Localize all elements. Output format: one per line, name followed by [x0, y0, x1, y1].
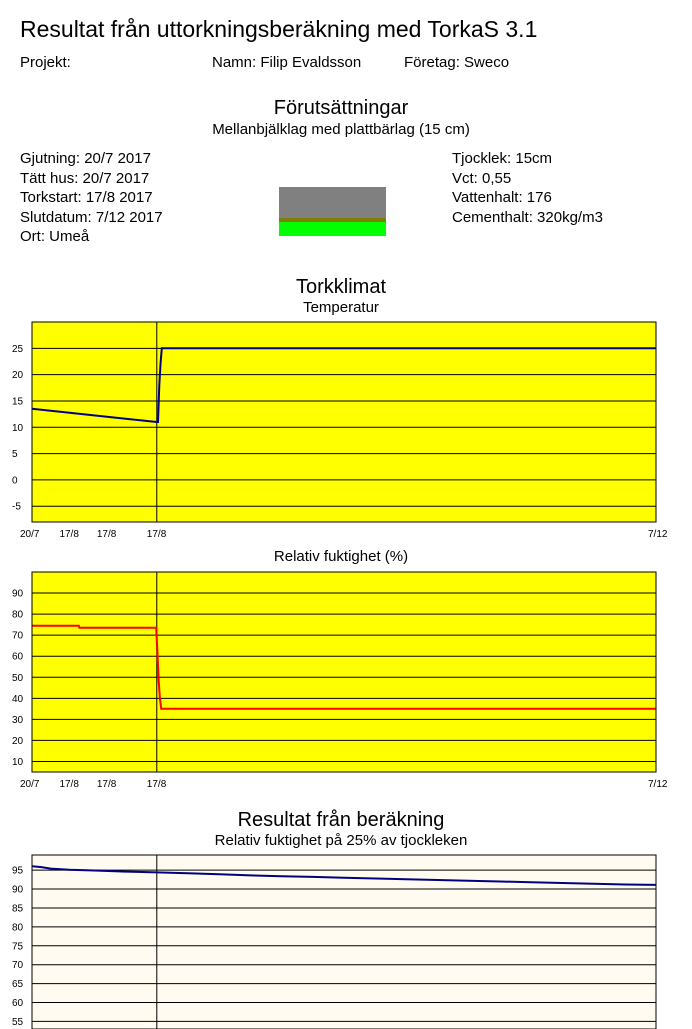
foretag-label: Företag: Sweco [404, 54, 510, 71]
y-tick-label: 80 [12, 609, 24, 621]
y-tick-label: 65 [12, 979, 24, 991]
tatt-hus-text: Tätt hus: 20/7 2017 [20, 169, 150, 187]
result-chart-title: Relativ fuktighet på 25% av tjockleken [214, 832, 468, 849]
projekt-label: Projekt: [20, 54, 71, 71]
y-tick-label: 10 [12, 422, 24, 434]
torkklimat-title: Torkklimat [295, 276, 386, 298]
y-tick-label: 90 [12, 588, 24, 600]
temperature-chart [0, 320, 692, 545]
y-tick-label: 40 [12, 693, 24, 705]
y-tick-label: 15 [12, 396, 24, 408]
forutsattningar-subtitle: Mellanbjälklag med plattbärlag (15 cm) [212, 121, 470, 138]
x-tick-label: 7/12 [648, 779, 668, 790]
y-tick-label: 60 [12, 998, 24, 1010]
plot-background [32, 322, 656, 522]
y-tick-label: 5 [12, 449, 18, 461]
humidity-chart [0, 570, 692, 795]
cementhalt-text: Cementhalt: 320kg/m3 [452, 208, 603, 226]
slab-cross-section [279, 187, 386, 236]
y-tick-label: -5 [12, 501, 21, 513]
temperature-chart-title: Temperatur [303, 299, 379, 316]
resultat-title: Resultat från beräkning [237, 809, 445, 831]
y-tick-label: 55 [12, 1016, 24, 1028]
forutsattningar-title: Förutsättningar [273, 97, 409, 119]
conditions-right [452, 149, 603, 227]
tjocklek-text: Tjocklek: 15cm [452, 150, 553, 167]
x-tick-label: 7/12 [648, 529, 668, 540]
plot-background [32, 572, 656, 772]
y-tick-label: 20 [12, 370, 24, 382]
page-title: Resultat från uttorkningsberäkning med TorkaS 3.1 [20, 16, 538, 42]
y-tick-label: 90 [12, 884, 24, 896]
y-tick-label: 30 [12, 714, 24, 726]
x-tick-label: 17/8 [96, 779, 117, 790]
x-tick-label: 17/8 [59, 779, 79, 790]
humidity-chart-title: Relativ fuktighet (%) [273, 548, 409, 565]
y-tick-label: 25 [12, 343, 24, 355]
y-tick-label: 20 [12, 735, 24, 747]
y-tick-label: 70 [12, 960, 24, 972]
conditions-left [20, 149, 163, 247]
y-tick-label: 95 [12, 865, 24, 877]
y-tick-label: 0 [12, 475, 18, 487]
concrete-layer [279, 187, 386, 218]
x-tick-label: 17/8 [96, 529, 117, 540]
y-tick-label: 10 [12, 756, 24, 768]
x-tick-label: 17/8 [146, 779, 167, 790]
result-humidity-chart [0, 853, 692, 1029]
torkstart-text: Torkstart: 17/8 2017 [20, 189, 153, 206]
x-tick-label: 17/8 [146, 529, 167, 540]
ort-text: Ort: Umeå [20, 228, 90, 245]
namn-label: Namn: Filip Evaldsson [212, 54, 362, 71]
gjutning-text: Gjutning: 20/7 2017 [20, 150, 151, 167]
y-tick-label: 60 [12, 651, 24, 663]
y-tick-label: 85 [12, 903, 24, 915]
y-tick-label: 75 [12, 941, 24, 953]
x-tick-label: 20/7 [20, 779, 40, 790]
y-tick-label: 50 [12, 672, 24, 684]
slutdatum-text: Slutdatum: 7/12 2017 [20, 208, 163, 226]
x-tick-label: 20/7 [20, 529, 40, 540]
y-tick-label: 70 [12, 630, 24, 642]
vct-text: Vct: 0,55 [452, 169, 512, 187]
x-tick-label: 17/8 [59, 529, 79, 540]
vattenhalt-text: Vattenhalt: 176 [452, 189, 552, 206]
base-layer [279, 222, 386, 236]
y-tick-label: 80 [12, 922, 24, 934]
